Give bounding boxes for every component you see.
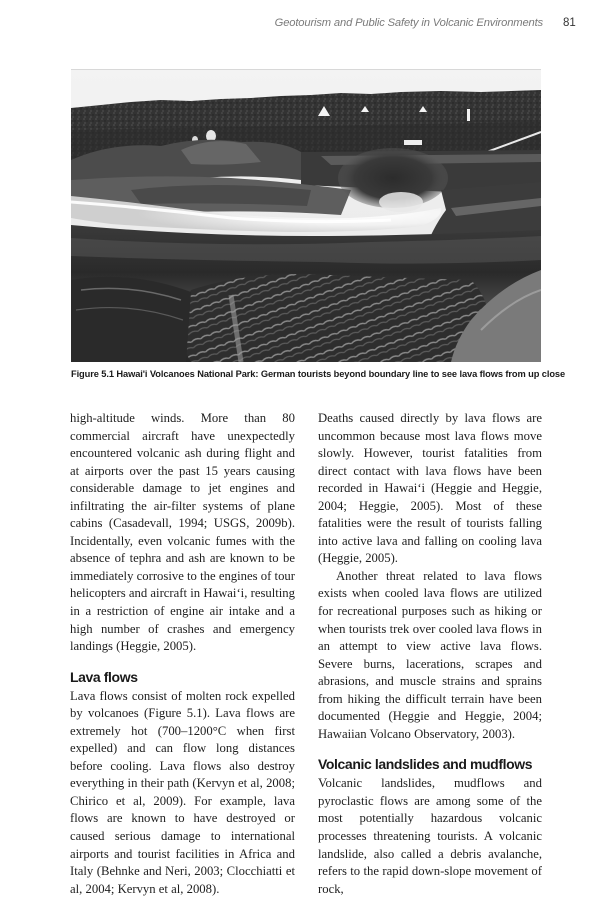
page-number: 81 — [563, 17, 576, 29]
lava-field-photo — [71, 70, 541, 362]
running-header — [0, 17, 613, 33]
pahoehoe-ropes — [181, 274, 489, 362]
body-paragraph: Lava flows consist of molten rock expelled by volcanoes (Figure 5.1). Lava flows are extremely hot (700–1200°C when first expelled) and can flow long distances before cooling. Lava flows also destroy everything in their path (Kervyn et al, 2008; Chirico et al, 2009). For example, lava flows are known to have destroyed or caused serious damage to international airports and tourist facilities in Africa and Italy (Behnke and Neri, 2003; Clocchiatti et al, 2004; Kervyn et al, 2008). — [70, 688, 295, 896]
section-heading-lava-flows: Lava flows — [70, 668, 138, 685]
left-column — [70, 410, 295, 898]
running-title: Geotourism and Public Safety in Volcanic Environments — [274, 17, 543, 29]
section-heading-landslides: Volcanic landslides and mudflows — [318, 756, 533, 773]
body-paragraph: Another threat related to lava flows exists when cooled lava flows are utilized for recreational purposes such as hiking or when tourists trek over cooled lava flows in an attempt to view active lava flows. Severe burns, lacerations, scrapes and abrasions, and muscle strains and sprains from hiking the difficult terrain have been documented (Heggie and Heggie, 2004; Hawaiian Volcano Observatory, 2003). — [318, 568, 542, 741]
right-column — [318, 410, 542, 898]
body-paragraph: high-altitude winds. More than 80 commercial aircraft have unexpectedly encountered volcanic ash during flight and at airports over the past 15 years causing considerable damage to jet engines and infiltrating the air-filter systems of plane cabins (Casadevall, 1994; USGS, 2009b). Incidentally, even volcanic fumes with the absence of tephra and ash are known to be immediately corrosive to the engines of tour helicopters and aircraft in Hawai‘i, resulting in a restriction of engine air intake and a high number of crashes and emergency landings (Heggie, 2005). — [70, 411, 295, 654]
figure-photo — [71, 70, 541, 362]
body-paragraph: Volcanic landslides, mudflows and pyroclastic flows are among some of the most potentially hazardous volcanic processes threatening tourists. A volcanic landslide, also called a debris avalanche, refers to the rapid down-slope movement of rock, — [318, 776, 542, 896]
figure-caption: Figure 5.1 Hawai'i Volcanoes National Park: German tourists beyond boundary line to see lava flows from up close — [71, 369, 566, 379]
body-paragraph: Deaths caused directly by lava flows are uncommon because most lava flows move slowly. However, tourist fatalities from direct contact with lava flows have been recorded in Hawai‘i (Heggie and Heggie, 2004; Heggie, 2005). Most of these fatalities were the result of tourists falling into active lava and falling on cooling lava (Heggie, 2005). — [318, 411, 542, 566]
sign-board — [404, 140, 422, 145]
